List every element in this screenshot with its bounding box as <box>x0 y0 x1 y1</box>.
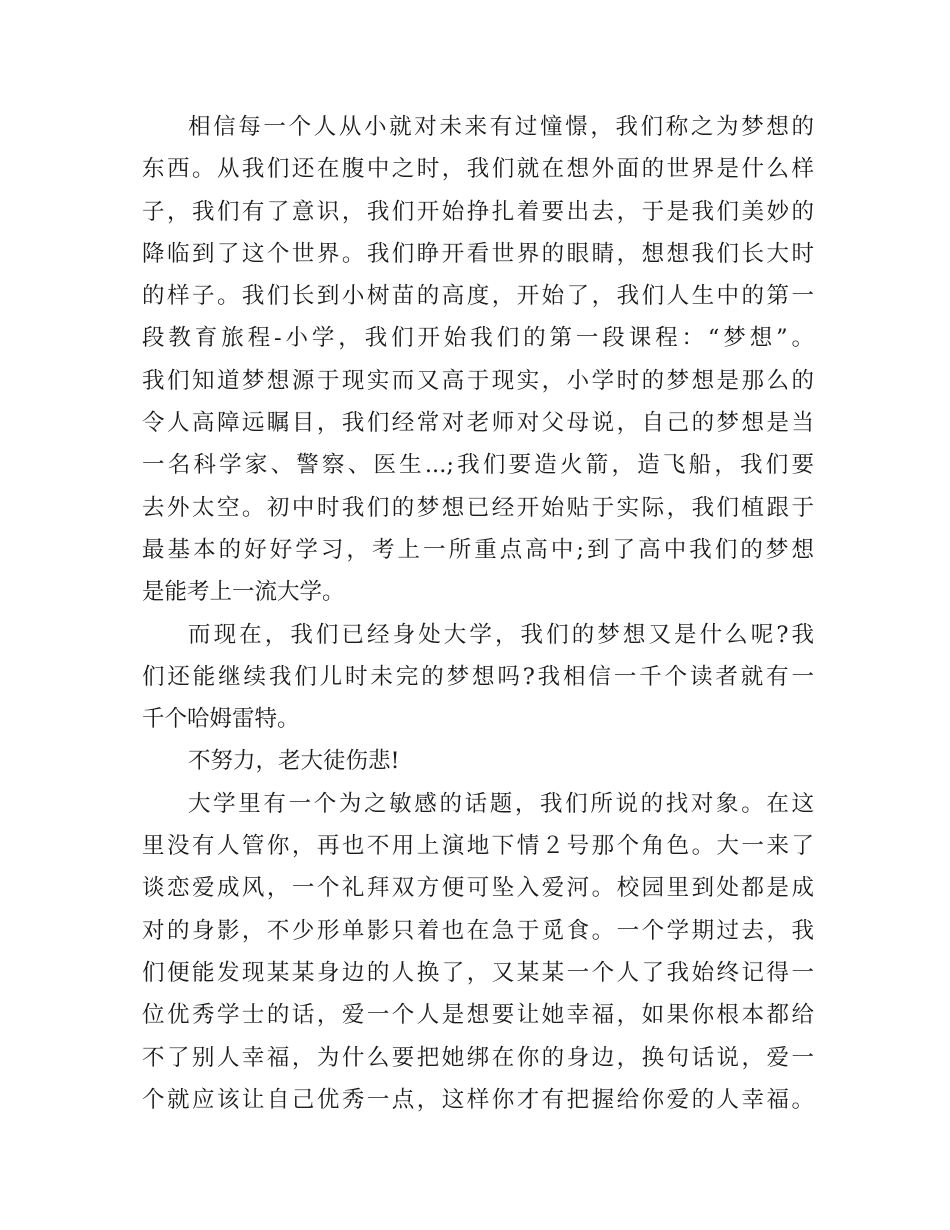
paragraph-1-line-1: 相信每一个人从小就对未来有过憧憬，我们称之为梦想的 <box>188 114 814 140</box>
paragraph-4-line-7: 不了别人幸福，为什么要把她绑在你的身边，换句话说，爱一 <box>142 1044 814 1071</box>
document-body <box>142 106 814 1121</box>
paragraph-1-line-8: 令人高障远瞩目，我们经常对老师对父母说，自己的梦想是当 <box>142 410 814 437</box>
paragraph-2-line-1: 而现在，我们已经身处大学，我们的梦想又是什么呢?我 <box>188 621 814 648</box>
paragraph-1-line-2: 东西。从我们还在腹中之时，我们就在想外面的世界是什么样 <box>142 156 814 183</box>
paragraph-1-line-11: 最基本的好好学习，考上一所重点高中;到了高中我们的梦想 <box>142 536 814 563</box>
paragraph-4-line-2: 里没有人管你，再也不用上演地下情２号那个角色。大一来了 <box>142 833 814 860</box>
paragraph-1-line-6: 段教育旅程-小学，我们开始我们的第一段课程：“梦想”。 <box>142 325 814 352</box>
paragraph-3-line-1: 不努力，老大徒伤悲! <box>188 748 400 775</box>
paragraph-1-line-7: 我们知道梦想源于现实而又高于现实，小学时的梦想是那么的 <box>142 367 814 394</box>
paragraph-2-line-3: 千个哈姆雷特。 <box>142 706 300 733</box>
paragraph-1-line-4: 降临到了这个世界。我们睁开看世界的眼睛，想想我们长大时 <box>142 240 814 267</box>
paragraph-4-line-5: 们便能发现某某身边的人换了，又某某一个人了我始终记得一 <box>142 959 814 986</box>
paragraph-4-line-4: 对的身影，不少形单影只着也在急于觅食。一个学期过去，我 <box>142 917 814 944</box>
paragraph-1-line-5: 的样子。我们长到小树苗的高度，开始了，我们人生中的第一 <box>142 283 814 310</box>
paragraph-1-line-3: 子，我们有了意识，我们开始挣扎着要出去，于是我们美妙的 <box>142 198 814 225</box>
paragraph-4-line-3: 谈恋爱成风，一个礼拜双方便可坠入爱河。校园里到处都是成 <box>142 875 814 902</box>
paragraph-4-line-6: 位优秀学士的话，爱一个人是想要让她幸福，如果你根本都给 <box>142 1002 814 1029</box>
paragraph-4-line-1: 大学里有一个为之敏感的话题，我们所说的找对象。在这 <box>188 790 814 817</box>
paragraph-4-line-8: 个就应该让自己优秀一点，这样你才有把握给你爱的人幸福。 <box>142 1086 814 1113</box>
paragraph-1-line-10: 去外太空。初中时我们的梦想已经开始贴于实际，我们植跟于 <box>142 494 814 521</box>
paragraph-1-line-12: 是能考上一流大学。 <box>142 579 345 606</box>
paragraph-1-line-9: 一名科学家、警察、医生...;我们要造火箭，造飞船，我们要 <box>142 452 814 479</box>
paragraph-2-line-2: 们还能继续我们儿时未完的梦想吗?我相信一千个读者就有一 <box>142 663 814 690</box>
